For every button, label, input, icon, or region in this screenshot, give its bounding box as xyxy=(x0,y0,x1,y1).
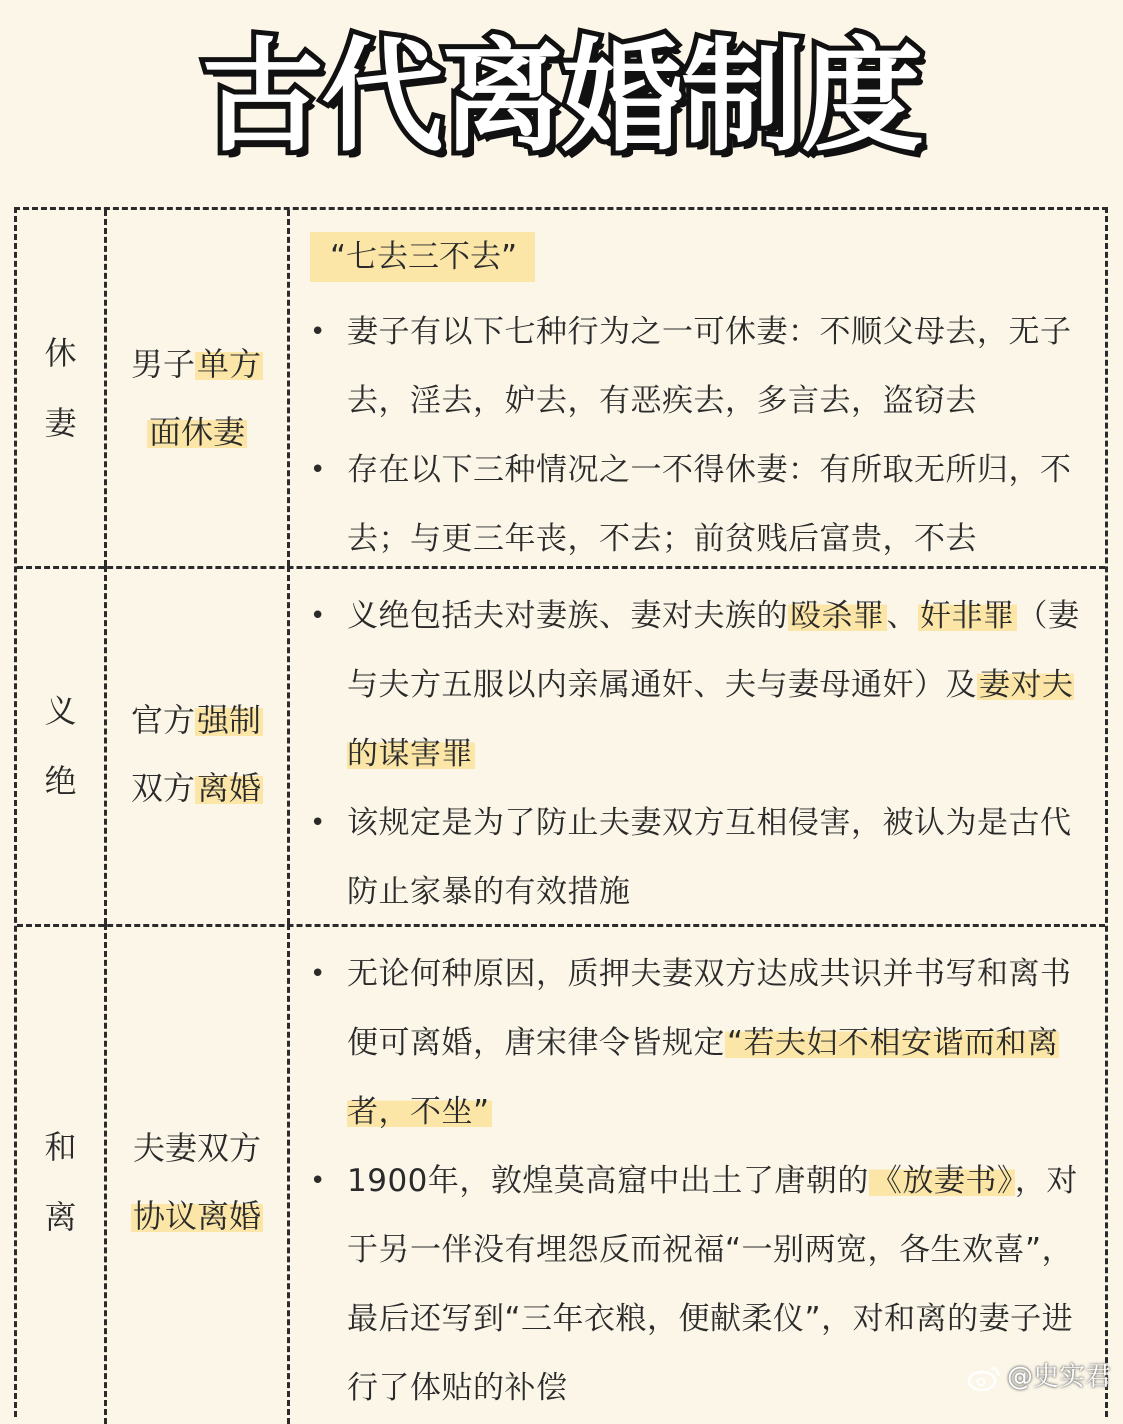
bullet-list xyxy=(310,582,1085,927)
weibo-icon xyxy=(967,1365,1001,1391)
rule-tag: “七去三不去” xyxy=(310,232,535,282)
desc-cell xyxy=(107,924,290,1424)
detail-cell xyxy=(290,210,1105,566)
type-char: 和 xyxy=(44,1128,77,1166)
type-char: 绝 xyxy=(44,762,77,800)
type-cell xyxy=(17,210,107,566)
list-item: • 义绝包括夫对妻族、妻对夫族的殴杀罪、奸非罪（妻与夫方五服以内亲属通奸、夫与妻母通奸）及妻对夫的谋害罪 xyxy=(310,582,1085,789)
desc-cell xyxy=(107,566,290,924)
type-char: 休 xyxy=(44,334,77,372)
bullet-list xyxy=(310,298,1085,574)
list-item: • 该规定是为了防止夫妻双方互相侵害，被认为是古代防止家暴的有效措施 xyxy=(310,789,1085,927)
detail-cell xyxy=(290,924,1105,1424)
type-char: 离 xyxy=(44,1198,77,1236)
table-row-xiuqi xyxy=(17,210,1105,569)
page-title: 古代离婚制度 xyxy=(201,26,922,168)
list-item: • 存在以下三种情况之一不得休妻：有所取无所归，不去；与更三年丧，不去；前贫贱后富贵，不去 xyxy=(310,436,1085,574)
desc-line: 协议离婚 xyxy=(132,1197,261,1235)
detail-cell xyxy=(290,566,1105,924)
type-char: 义 xyxy=(44,692,77,730)
desc-line: 官方强制 xyxy=(130,701,262,739)
bullet-list xyxy=(310,940,1085,1423)
type-cell xyxy=(17,924,107,1424)
desc-line: 面休妻 xyxy=(148,413,245,451)
type-char: 妻 xyxy=(44,404,77,442)
watermark-text: @史实君 xyxy=(1006,1362,1111,1392)
list-item: • 妻子有以下七种行为之一可休妻：不顺父母去，无子去，淫去，妒去，有恶疾去，多言去，盗窃去 xyxy=(310,298,1085,436)
desc-line: 夫妻双方 xyxy=(132,1129,261,1167)
list-item: • 1900年，敦煌莫高窟中出土了唐朝的《放妻书》，对于另一伴没有埋怨反而祝福“一别两宽，各生欢喜”，最后还写到“三年衣粮，便献柔仪”，对和离的妻子进行了体贴的补偿 xyxy=(310,1147,1085,1423)
desc-line: 双方离婚 xyxy=(130,769,262,807)
desc-line: 男子单方 xyxy=(130,345,262,383)
divorce-table xyxy=(14,207,1108,1417)
type-cell xyxy=(17,566,107,924)
table-row-yijue xyxy=(17,566,1105,927)
table-row-heli xyxy=(17,924,1105,1424)
watermark xyxy=(967,1356,1111,1393)
list-item: • 无论何种原因，质押夫妻双方达成共识并书写和离书便可离婚，唐宋律令皆规定“若夫妇不相安谐而和离者，不坐” xyxy=(310,940,1085,1147)
desc-cell xyxy=(107,210,290,566)
